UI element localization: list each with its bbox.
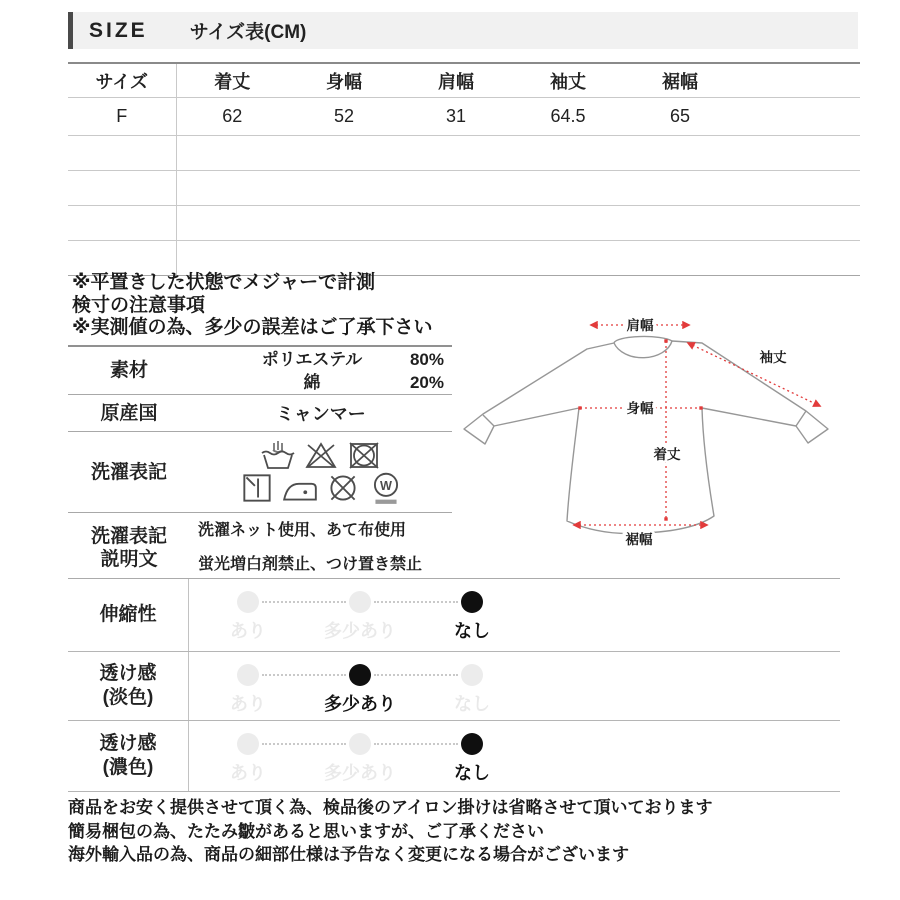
- scale-dot-nashi: [461, 664, 483, 686]
- shoulder-width-label: 肩幅: [626, 318, 654, 333]
- scale-row-sheerness-dark: [68, 721, 840, 792]
- scale-row-stretch: [68, 579, 840, 652]
- cell-size: F: [68, 98, 176, 136]
- do-not-tumble-dry-icon: [345, 439, 383, 471]
- scale-dot-ari: [237, 591, 259, 613]
- note-line: 検寸の注意事項: [72, 294, 206, 316]
- attribute-scales: [68, 578, 840, 792]
- care-instruction: 蛍光増白剤禁止、つけ置き禁止: [198, 556, 423, 573]
- origin-value: ミャンマー: [276, 404, 366, 424]
- care-instruction: 洗濯ネット使用、あて布使用: [198, 522, 407, 539]
- disclaimer-line: 商品をお安く提供させて頂く為、検品後のアイロン掛けは省略させて頂いております: [68, 798, 713, 817]
- section-title-ja: サイズ表(CM): [189, 22, 307, 43]
- origin-label: 原産国: [100, 402, 158, 424]
- scale-connector: [262, 674, 346, 676]
- material-name: 綿: [303, 372, 321, 392]
- material-label: 素材: [109, 360, 148, 381]
- scale-option-label: なし: [454, 621, 490, 641]
- care-text-row: [68, 513, 452, 583]
- disclaimer-line: 簡易梱包の為、たたみ皺があると思いますが、ご了承ください: [68, 821, 544, 841]
- scale-option-label: あり: [230, 621, 266, 641]
- product-info-table: [68, 345, 452, 583]
- scale-dot-tashou-ari: [349, 664, 371, 686]
- col-header-body-width: 身幅: [326, 71, 362, 92]
- size-table: [68, 62, 860, 276]
- iron-low-heat-icon: [281, 471, 319, 505]
- do-not-bleach-icon: [302, 439, 340, 471]
- care-symbols-row: [68, 432, 452, 513]
- col-header-hem: 裾幅: [662, 71, 698, 92]
- care-text-label: 洗濯表記 説明文: [90, 526, 167, 570]
- scale-dot-ari: [237, 664, 259, 686]
- material-percent: 20%: [409, 372, 444, 392]
- col-header-length: 着丈: [214, 71, 251, 92]
- scale-connector: [374, 601, 458, 603]
- scale-row-label: 伸縮性: [68, 579, 189, 651]
- garment-measurement-diagram: [450, 300, 870, 580]
- footer-disclaimers: [68, 796, 712, 867]
- garment-outline: [464, 336, 828, 533]
- size-table-empty-row: [68, 241, 860, 276]
- scale-option-label: あり: [230, 763, 266, 783]
- disclaimer-line: 海外輸入品の為、商品の細部仕様は予告なく変更になる場合がございます: [68, 845, 629, 864]
- cell-shoulder: 31: [445, 106, 467, 126]
- scale-option-label: 多少あり: [324, 763, 396, 783]
- size-table-empty-row: [68, 136, 860, 171]
- material-values: [190, 347, 452, 394]
- do-not-dry-clean-icon: [324, 471, 362, 505]
- measurement-notes: [72, 272, 432, 340]
- note-line: ※実測値の為、多少の誤差はご了承下さい: [72, 317, 433, 338]
- drip-dry-shade-icon: [238, 471, 276, 505]
- length-label: 着丈: [653, 447, 681, 462]
- scale-dot-nashi: [461, 733, 483, 755]
- scale-dot-nashi: [461, 591, 483, 613]
- scale-option-label: 多少あり: [324, 694, 396, 714]
- scale-options: [189, 652, 840, 720]
- material-row: [68, 347, 452, 395]
- note-line: ※平置きした状態でメジャーで計測: [72, 272, 376, 293]
- scale-dot-ari: [237, 733, 259, 755]
- scale-row-sheerness-light: [68, 652, 840, 721]
- size-table-empty-row: [68, 206, 860, 241]
- size-table-row-F: [68, 98, 860, 136]
- scale-connector: [262, 601, 346, 603]
- cell-body-width: 52: [333, 106, 355, 126]
- scale-option-label: なし: [454, 763, 490, 783]
- scale-option-label: なし: [454, 694, 490, 714]
- scale-option-label: 多少あり: [324, 621, 396, 641]
- scale-dot-tashou-ari: [349, 591, 371, 613]
- care-symbols-label: 洗濯表記: [90, 461, 167, 483]
- cell-length: 62: [222, 106, 243, 126]
- scale-options: [189, 721, 840, 791]
- cell-hem: 65: [669, 106, 691, 126]
- scale-row-label: 透け感 (濃色): [68, 721, 189, 791]
- scale-connector: [374, 674, 458, 676]
- scale-row-label: 透け感 (淡色): [68, 652, 189, 720]
- col-header-shoulder: 肩幅: [438, 71, 474, 92]
- material-percent: 80%: [409, 349, 444, 369]
- scale-options: [189, 579, 840, 651]
- col-header-size: サイズ: [68, 63, 176, 98]
- cell-sleeve: 64.5: [550, 106, 586, 126]
- col-header-sleeve: 袖丈: [550, 71, 586, 92]
- size-table-empty-row: [68, 171, 860, 206]
- scale-connector: [262, 743, 346, 745]
- scale-dot-tashou-ari: [349, 733, 371, 755]
- scale-connector: [374, 743, 458, 745]
- section-title-en: SIZE: [89, 18, 148, 42]
- material-name: ポリエステル: [261, 349, 363, 369]
- scale-option-label: あり: [230, 694, 266, 714]
- body-width-label: 身幅: [626, 401, 654, 416]
- origin-row: [68, 395, 452, 432]
- size-table-header-row: [68, 63, 860, 98]
- section-header: [68, 12, 858, 49]
- hand-wash-icon: [259, 439, 297, 471]
- wet-clean-gentle-icon: [367, 471, 405, 505]
- svg-text:W: W: [379, 479, 392, 494]
- hem-width-label: 裾幅: [625, 532, 653, 547]
- sleeve-length-label: 袖丈: [759, 350, 787, 365]
